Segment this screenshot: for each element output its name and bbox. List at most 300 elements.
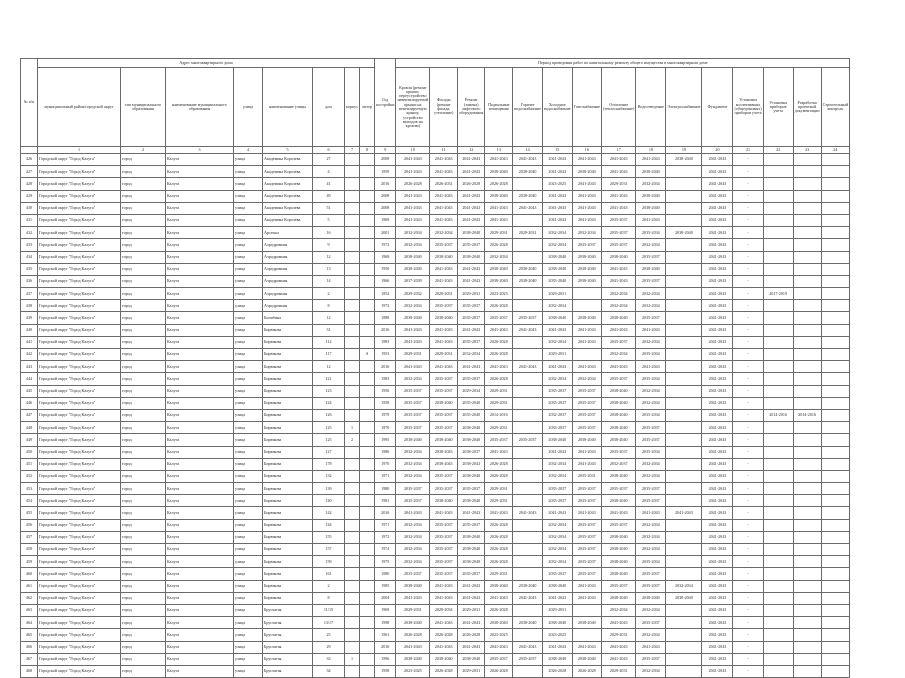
table-cell: 2041-2043 xyxy=(542,214,572,226)
table-cell: 2038-2040 xyxy=(430,434,458,446)
table-cell: 2029-2031 xyxy=(542,604,572,616)
table-cell xyxy=(360,544,375,556)
table-cell: 2041-2043 xyxy=(636,361,666,373)
table-cell: 2032-2034 xyxy=(602,300,636,312)
table-row xyxy=(21,214,850,226)
table-cell: 2035-2037 xyxy=(602,373,636,385)
table-cell: 467 xyxy=(21,653,38,665)
table-cell: 2041-2043 xyxy=(702,385,733,397)
table-cell: Городской округ "Город Калуга" xyxy=(38,519,121,531)
table-cell xyxy=(345,617,360,629)
table-cell xyxy=(360,446,375,458)
table-row xyxy=(21,592,850,604)
table-cell xyxy=(360,409,375,421)
table-cell xyxy=(513,665,543,677)
table-cell xyxy=(345,446,360,458)
table-cell xyxy=(513,239,543,251)
table-row xyxy=(21,154,850,166)
table-cell xyxy=(793,373,821,385)
table-cell: Калуга xyxy=(166,458,234,470)
table-cell: 4 xyxy=(313,166,345,178)
table-cell: 2041-2043 xyxy=(702,154,733,166)
table-cell: улица xyxy=(234,166,263,178)
table-cell: 2038-2040 xyxy=(513,580,543,592)
table-cell: улица xyxy=(234,275,263,287)
table-cell xyxy=(793,214,821,226)
table-cell xyxy=(666,458,702,470)
table-cell: 2032-2034 xyxy=(542,458,572,470)
table-cell: 2038-2040 xyxy=(513,190,543,202)
table-cell xyxy=(821,446,849,458)
table-cell: 2035-2037 xyxy=(636,568,666,580)
table-cell: 2038-2040 xyxy=(513,617,543,629)
table-row xyxy=(21,361,850,373)
table-cell: Городской округ "Город Калуга" xyxy=(38,154,121,166)
table-cell: 2016 xyxy=(375,641,396,653)
table-cell: 2037-2039 xyxy=(396,275,430,287)
table-cell: 2017-2019 xyxy=(763,288,793,300)
table-cell: Бирюкова xyxy=(263,556,313,568)
table-cell xyxy=(821,568,849,580)
table-cell: 2035-2037 xyxy=(458,373,485,385)
table-cell xyxy=(821,617,849,629)
table-cell xyxy=(360,483,375,495)
table-cell xyxy=(666,263,702,275)
table-cell xyxy=(821,519,849,531)
table-cell: 2029-2031 xyxy=(458,604,485,616)
table-cell xyxy=(666,385,702,397)
table-cell xyxy=(763,483,793,495)
table-cell xyxy=(513,409,543,421)
table-cell xyxy=(821,178,849,190)
table-cell: 2035-2037 xyxy=(572,544,601,556)
col-header: Холодное водоснабжение xyxy=(542,68,572,147)
table-cell xyxy=(513,385,543,397)
table-cell xyxy=(763,227,793,239)
table-cell: - xyxy=(733,409,763,421)
table-cell xyxy=(821,154,849,166)
table-cell: 2041-2043 xyxy=(542,446,572,458)
table-cell: улица xyxy=(234,202,263,214)
table-cell: Аэродромная xyxy=(263,239,313,251)
table-cell xyxy=(345,470,360,482)
table-cell: Городской округ "Город Калуга" xyxy=(38,470,121,482)
table-cell: 433 xyxy=(21,239,38,251)
table-cell: 2041-2043 xyxy=(702,507,733,519)
table-cell: 2038-2040 xyxy=(636,263,666,275)
table-cell: 431 xyxy=(21,214,38,226)
table-cell: 444 xyxy=(21,373,38,385)
table-cell: город xyxy=(121,214,166,226)
table-cell: 2041-2043 xyxy=(458,190,485,202)
table-cell xyxy=(666,251,702,263)
table-cell: Бирюкова xyxy=(263,519,313,531)
table-cell xyxy=(666,312,702,324)
table-cell xyxy=(821,251,849,263)
table-cell xyxy=(513,178,543,190)
table-cell xyxy=(666,373,702,385)
table-row xyxy=(21,202,850,214)
table-cell: 2041-2043 xyxy=(485,214,513,226)
table-cell: 2032-2034 xyxy=(636,629,666,641)
table-cell: 1970 xyxy=(375,458,396,470)
table-cell: 8 xyxy=(313,592,345,604)
table-cell: 2038-2040 xyxy=(430,251,458,263)
table-row xyxy=(21,604,850,616)
table-cell: 2035-2031 xyxy=(572,470,601,482)
table-cell xyxy=(763,275,793,287)
table-cell xyxy=(513,300,543,312)
table-cell: 2029-2031 xyxy=(602,629,636,641)
table-cell xyxy=(666,629,702,641)
table-cell: 2041-2043 xyxy=(702,446,733,458)
table-cell: 2032-2034 xyxy=(542,227,572,239)
table-cell: 2035-2037 xyxy=(542,422,572,434)
table-cell xyxy=(821,324,849,336)
table-cell: 2032-2034 xyxy=(396,300,430,312)
col-header: Ремонт (замена) лифтового оборудования xyxy=(458,68,485,147)
table-cell: 2032-2034 xyxy=(636,288,666,300)
table-cell: 2029-2034 xyxy=(458,385,485,397)
table-cell: 2035-2037 xyxy=(602,336,636,348)
table-cell: 2041-2043 xyxy=(396,154,430,166)
table-cell xyxy=(821,629,849,641)
table-cell xyxy=(513,446,543,458)
table-cell: 2035-2037 xyxy=(542,495,572,507)
table-cell xyxy=(763,592,793,604)
table-cell: 2035-2034 xyxy=(636,556,666,568)
table-row xyxy=(21,263,850,275)
table-cell xyxy=(793,617,821,629)
table-cell: 2038-2040 xyxy=(485,190,513,202)
table-cell: 2041-2043 xyxy=(430,580,458,592)
table-cell: Городской округ "Город Калуга" xyxy=(38,629,121,641)
table-cell: 2029-2031 xyxy=(602,178,636,190)
table-cell xyxy=(345,592,360,604)
table-cell: Городской округ "Город Калуга" xyxy=(38,458,121,470)
table-cell: Калуга xyxy=(166,422,234,434)
table-cell: - xyxy=(733,531,763,543)
table-cell: город xyxy=(121,568,166,580)
table-cell xyxy=(666,641,702,653)
table-cell: Городской округ "Город Калуга" xyxy=(38,483,121,495)
table-cell xyxy=(666,300,702,312)
table-cell: 437 xyxy=(21,288,38,300)
table-cell xyxy=(513,470,543,482)
table-cell: 2041-2043 xyxy=(542,202,572,214)
table-cell: 1983 xyxy=(375,336,396,348)
table-cell: 2038-2040 xyxy=(542,263,572,275)
table-cell: 2041-2043 xyxy=(702,495,733,507)
table-cell xyxy=(763,422,793,434)
table-cell: 2032-2034 xyxy=(666,580,702,592)
table-cell: 2041-2043 xyxy=(458,324,485,336)
table-cell xyxy=(360,263,375,275)
table-cell: 2041-2043 xyxy=(702,397,733,409)
table-cell: 2041-2043 xyxy=(572,446,601,458)
table-cell: 2041-2043 xyxy=(513,154,543,166)
table-cell: 446 xyxy=(21,397,38,409)
table-cell xyxy=(821,214,849,226)
table-cell: 2038-2040 xyxy=(666,154,702,166)
col-header: Разработка проектной документации xyxy=(793,68,821,147)
col-number: 5 xyxy=(263,147,313,154)
table-cell: 2026-2028 xyxy=(458,629,485,641)
table-cell xyxy=(763,446,793,458)
table-cell xyxy=(793,556,821,568)
table-cell: 2035-2037 xyxy=(572,397,601,409)
table-cell xyxy=(513,531,543,543)
table-cell: улица xyxy=(234,422,263,434)
table-cell xyxy=(666,324,702,336)
table-cell: 2014-2016 xyxy=(763,409,793,421)
table-cell: 2035-2037 xyxy=(458,336,485,348)
table-cell xyxy=(666,178,702,190)
table-cell xyxy=(572,349,601,361)
table-cell: Калуга xyxy=(166,519,234,531)
table-cell: улица xyxy=(234,580,263,592)
table-cell: 2041-2043 xyxy=(430,592,458,604)
table-cell: 31 xyxy=(313,324,345,336)
table-cell: - xyxy=(733,263,763,275)
table-cell xyxy=(793,544,821,556)
table-cell xyxy=(360,470,375,482)
table-cell: 2035-2037 xyxy=(458,568,485,580)
table-cell: 2041-2043 xyxy=(602,202,636,214)
table-cell: - xyxy=(733,665,763,677)
table-cell xyxy=(360,422,375,434)
table-cell: 2038-2040 xyxy=(458,495,485,507)
table-cell: Калуга xyxy=(166,190,234,202)
table-cell xyxy=(793,300,821,312)
table-cell: - xyxy=(733,300,763,312)
table-cell: 2035-2037 xyxy=(572,483,601,495)
table-cell: 2032-2034 xyxy=(542,373,572,385)
table-cell: 430 xyxy=(21,202,38,214)
table-cell xyxy=(821,288,849,300)
table-cell: 2041-2043 xyxy=(702,312,733,324)
table-cell: 2008 xyxy=(375,202,396,214)
table-cell xyxy=(821,653,849,665)
table-cell: город xyxy=(121,251,166,263)
table-cell: - xyxy=(733,202,763,214)
table-cell: 2029-2031 xyxy=(430,349,458,361)
table-cell: город xyxy=(121,483,166,495)
table-cell xyxy=(666,349,702,361)
table-row xyxy=(21,495,850,507)
table-cell: 2016 xyxy=(375,324,396,336)
col-number: 21 xyxy=(733,147,763,154)
table-cell: 1969 xyxy=(375,604,396,616)
table-cell: 2035-2037 xyxy=(396,409,430,421)
table-cell: 453 xyxy=(21,483,38,495)
table-cell: - xyxy=(733,166,763,178)
table-cell: Академика Королева xyxy=(263,178,313,190)
table-cell: город xyxy=(121,604,166,616)
table-cell: 2032-2034 xyxy=(542,470,572,482)
table-cell: Брусчатая xyxy=(263,629,313,641)
table-cell: Калуга xyxy=(166,385,234,397)
table-cell: 2041-2043 xyxy=(702,336,733,348)
table-cell: 2041-2043 xyxy=(702,531,733,543)
table-cell: 2032-2034 xyxy=(542,556,572,568)
col-header: литер xyxy=(360,68,375,147)
table-cell: 2041-2043 xyxy=(430,263,458,275)
table-row xyxy=(21,446,850,458)
table-cell: улица xyxy=(234,507,263,519)
table-cell: Калуга xyxy=(166,665,234,677)
col-header: Кровля (ремонт крыши, переустройство невентилируемой крыши на вентилируемую крышу, устройство выходов на кровлю) xyxy=(396,68,430,147)
table-cell: 2041-2043 xyxy=(702,300,733,312)
table-cell: 2032-2037 xyxy=(602,458,636,470)
col-number: 17 xyxy=(602,147,636,154)
table-cell: 2041-2043 xyxy=(430,641,458,653)
table-cell: 2041-2043 xyxy=(602,166,636,178)
table-cell: город xyxy=(121,409,166,421)
table-cell xyxy=(360,397,375,409)
table-cell: Городской округ "Город Калуга" xyxy=(38,409,121,421)
table-row xyxy=(21,458,850,470)
table-cell: 2032-2034 xyxy=(636,458,666,470)
table-row xyxy=(21,641,850,653)
table-cell xyxy=(345,409,360,421)
table-cell: - xyxy=(733,239,763,251)
table-cell: Городской округ "Город Калуга" xyxy=(38,385,121,397)
table-cell: 2041-2043 xyxy=(602,190,636,202)
table-cell: 1986 xyxy=(375,446,396,458)
table-cell: - xyxy=(733,568,763,580)
table-cell: 2035-2037 xyxy=(396,397,430,409)
table-cell: 1952 xyxy=(375,288,396,300)
table-cell xyxy=(793,604,821,616)
table-cell: 2041-2043 xyxy=(602,154,636,166)
table-cell xyxy=(763,385,793,397)
table-cell: Калуга xyxy=(166,227,234,239)
table-cell: Аэродромная xyxy=(263,288,313,300)
col-number: 7 xyxy=(345,147,360,154)
table-cell: 2041-2043 xyxy=(702,544,733,556)
table-cell: 2041-2043 xyxy=(485,641,513,653)
table-cell: 2026-2031 xyxy=(430,178,458,190)
table-cell: 2041-2043 xyxy=(430,190,458,202)
table-cell: Аэродромная xyxy=(263,275,313,287)
table-cell: Калуга xyxy=(166,568,234,580)
table-cell: 2038-2040 xyxy=(396,580,430,592)
table-cell: улица xyxy=(234,592,263,604)
table-cell: Калуга xyxy=(166,214,234,226)
table-cell: 2041-2043 xyxy=(702,178,733,190)
table-cell: улица xyxy=(234,324,263,336)
table-cell: 8 xyxy=(313,300,345,312)
table-cell xyxy=(763,470,793,482)
table-cell: 2038-2040 xyxy=(513,275,543,287)
table-cell: 2026-2028 xyxy=(485,544,513,556)
table-cell xyxy=(763,361,793,373)
table-cell: 2035-2037 xyxy=(572,531,601,543)
table-cell: город xyxy=(121,300,166,312)
col-header: Год постройки xyxy=(375,59,396,147)
table-cell: 16 xyxy=(313,227,345,239)
table-cell: 2035-2037 xyxy=(430,300,458,312)
table-cell: 2041-2043 xyxy=(542,190,572,202)
table-cell: 140 xyxy=(313,495,345,507)
col-number: 10 xyxy=(396,147,430,154)
table-cell: Калуга xyxy=(166,178,234,190)
table-cell: 2035-2037 xyxy=(572,519,601,531)
table-cell xyxy=(513,519,543,531)
table-cell: Калуга xyxy=(166,470,234,482)
table-cell: 2035-2037 xyxy=(542,397,572,409)
table-cell xyxy=(821,531,849,543)
table-cell: Калуга xyxy=(166,154,234,166)
table-cell: Городской округ "Город Калуга" xyxy=(38,653,121,665)
table-cell: Бирюкова xyxy=(263,580,313,592)
table-cell xyxy=(763,653,793,665)
table-cell: 2038-2040 xyxy=(458,251,485,263)
table-cell: 2038-2040 xyxy=(602,434,636,446)
col-number: 13 xyxy=(485,147,513,154)
table-cell xyxy=(572,604,601,616)
table-row xyxy=(21,409,850,421)
table-cell: улица xyxy=(234,531,263,543)
table-cell: 2026-2028 xyxy=(396,178,430,190)
table-cell: город xyxy=(121,373,166,385)
table-cell xyxy=(763,166,793,178)
table-cell: 12 xyxy=(313,312,345,324)
table-cell xyxy=(763,300,793,312)
table-cell xyxy=(513,214,543,226)
table-cell: 2038-2040 xyxy=(396,263,430,275)
table-cell: 2032-2034 xyxy=(572,227,601,239)
col-number: 12 xyxy=(458,147,485,154)
table-cell: Калуга xyxy=(166,446,234,458)
table-cell: 2023-2025 xyxy=(542,629,572,641)
table-cell: 1970 xyxy=(375,422,396,434)
table-cell: 2032-2034 xyxy=(636,470,666,482)
table-cell: Брусчатая xyxy=(263,665,313,677)
table-cell: 2032-2034 xyxy=(542,544,572,556)
table-cell xyxy=(360,227,375,239)
table-cell: 439 xyxy=(21,312,38,324)
table-cell: 2038-2040 xyxy=(430,312,458,324)
table-cell: 2041-2043 xyxy=(702,288,733,300)
col-number: 4 xyxy=(234,147,263,154)
table-cell: город xyxy=(121,361,166,373)
col-header: тип муниципального образования xyxy=(121,68,166,147)
table-row xyxy=(21,275,850,287)
table-cell xyxy=(763,373,793,385)
table-cell xyxy=(345,556,360,568)
table-cell xyxy=(360,458,375,470)
col-number: 9 xyxy=(375,147,396,154)
table-cell xyxy=(666,519,702,531)
col-number: 16 xyxy=(572,147,601,154)
table-cell: 2026-2028 xyxy=(485,349,513,361)
col-number: 24 xyxy=(821,147,849,154)
table-cell xyxy=(345,495,360,507)
table-cell: 2026-2028 xyxy=(485,458,513,470)
table-cell xyxy=(360,580,375,592)
table-cell: - xyxy=(733,288,763,300)
col-header: дом xyxy=(313,68,345,147)
table-cell: 2035-2034 xyxy=(636,349,666,361)
table-cell: 427 xyxy=(21,166,38,178)
table-cell: 2035-2037 xyxy=(636,251,666,263)
table-cell: 2041-2043 xyxy=(702,239,733,251)
table-cell xyxy=(345,263,360,275)
table-cell: 2014-2016 xyxy=(485,409,513,421)
table-cell: 2035-2037 xyxy=(430,470,458,482)
